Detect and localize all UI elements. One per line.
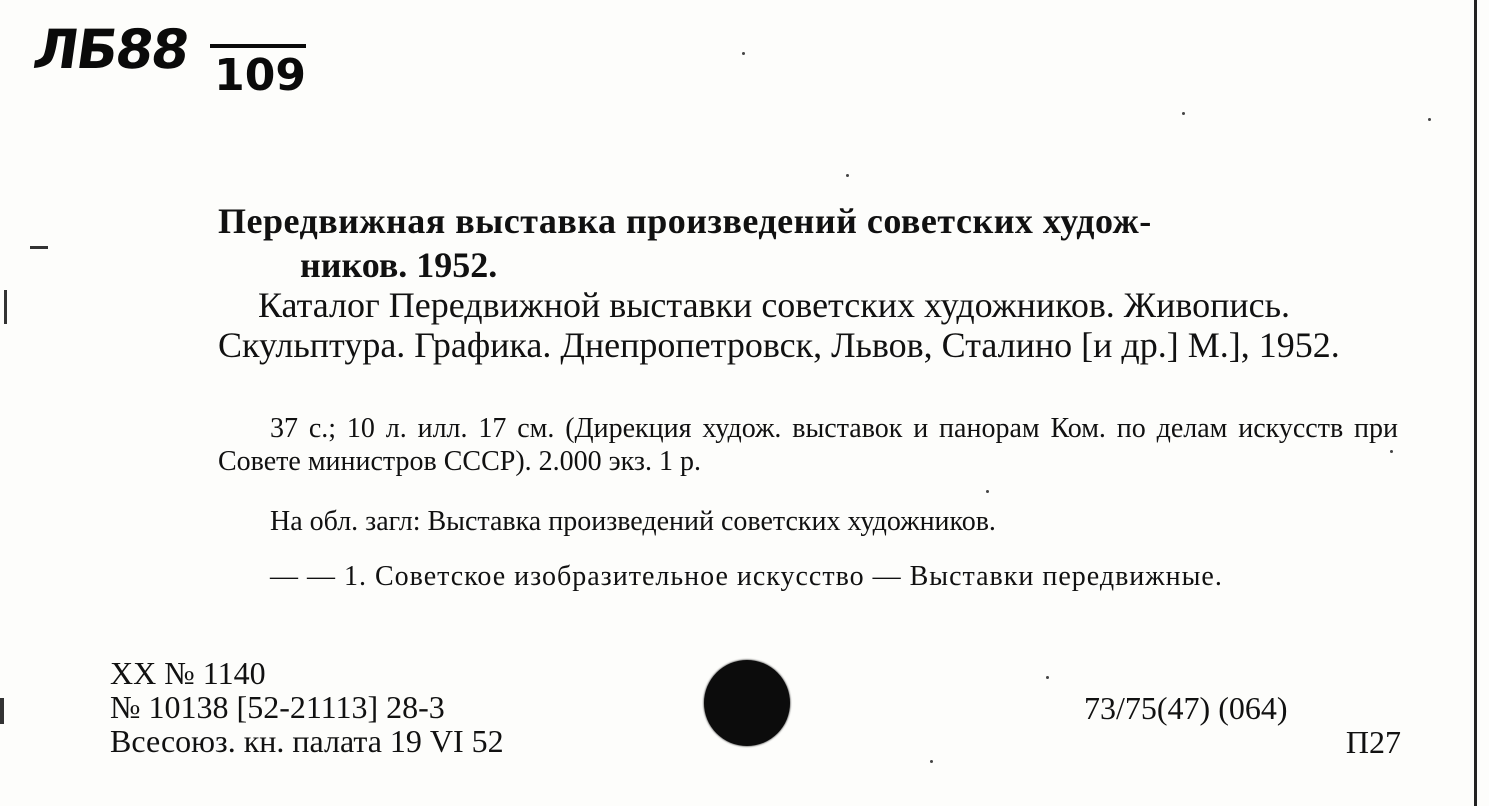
speck: [1428, 118, 1431, 121]
entry-heading-line1: Передвижная выставка произведений советских худож-: [218, 201, 1152, 241]
subject-heading-text: — — 1. Советское изобразительное искусство — Выставки передвижные.: [270, 561, 1223, 592]
subject-heading: [218, 560, 1398, 593]
collation-text: 37 с.; 10 л. илл. 17 см. (Дирекция худож. выставок и панорам Ком. по делам искусств при Совете министров СССР). 2.000 экз. 1 р.: [218, 413, 1398, 477]
card-edge: [1474, 0, 1477, 806]
classification-code: 73/75(47) (064): [1084, 690, 1288, 726]
registry-line: Всесоюз. кн. палата 19 VI 52: [110, 723, 504, 759]
speck: [1182, 112, 1185, 115]
entry-heading-line2: ников. 1952.: [300, 245, 498, 285]
speck: [1046, 676, 1049, 679]
speck: [930, 760, 933, 763]
edge-mark: [4, 290, 7, 324]
registry-line: № 10138 [52-21113] 28-3: [110, 689, 445, 725]
index-code: П27: [1345, 724, 1401, 760]
speck: [986, 490, 989, 493]
punch-hole: [704, 660, 790, 746]
edge-mark: [30, 246, 48, 249]
speck: [742, 52, 745, 55]
cover-note: [218, 505, 1398, 538]
registry-block: [110, 656, 504, 758]
catalog-description: [218, 285, 1398, 365]
shelfmark-number: 109: [210, 44, 306, 101]
description-text: Каталог Передвижной выставки советских художников. Живопись. Скульптура. Графика. Днепропетровск, Львов, Сталино [и др.] М.], 1952.: [218, 285, 1340, 365]
registry-line: XX № 1140: [110, 655, 266, 691]
edge-mark: [0, 698, 4, 724]
shelfmark-code: ЛБ88: [29, 18, 192, 81]
cover-note-text: На обл. загл: Выставка произведений советских художников.: [270, 506, 996, 537]
speck: [846, 174, 849, 177]
collation-block: [218, 412, 1398, 478]
